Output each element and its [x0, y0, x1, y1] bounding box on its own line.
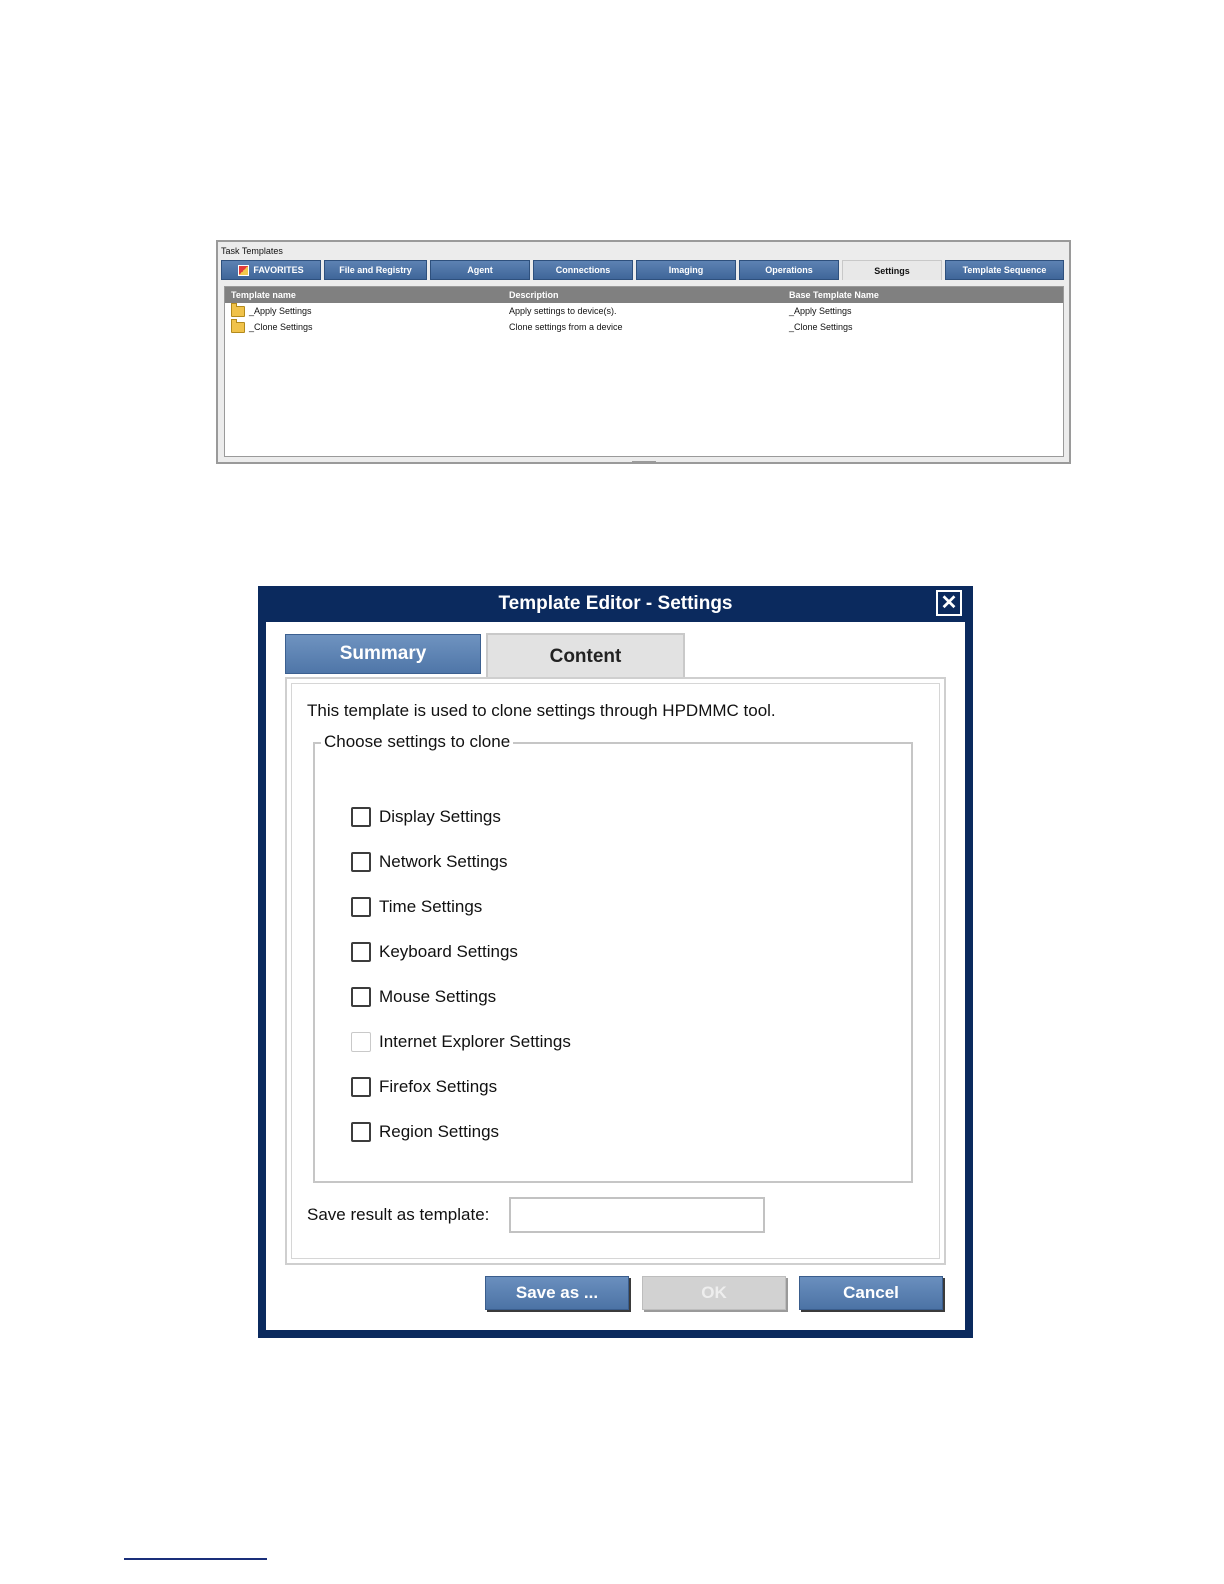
close-icon[interactable]: ✕ [936, 590, 962, 616]
save-template-input[interactable] [509, 1197, 765, 1233]
template-description-text: This template is used to clone settings through HPDMMC tool. [307, 701, 776, 720]
option-internet-explorer-settings [351, 1019, 571, 1064]
option-mouse-settings[interactable] [351, 974, 571, 1019]
tab-label: Template Sequence [962, 265, 1047, 275]
tab-connections[interactable] [533, 260, 633, 280]
tab-content[interactable]: Content [486, 633, 685, 679]
favorites-icon [238, 265, 249, 276]
template-name: _Clone Settings [249, 322, 313, 332]
task-templates-caption: Task Templates [221, 246, 283, 256]
template-folder-icon [231, 322, 245, 333]
tab-label: Operations [765, 265, 813, 275]
checkbox[interactable] [351, 1077, 371, 1097]
checkbox-label: Display Settings [379, 806, 501, 826]
column-header-template-name[interactable]: Template name [231, 290, 296, 300]
resize-grip[interactable] [632, 461, 656, 464]
settings-group-label: Choose settings to clone [321, 732, 513, 752]
table-row[interactable] [225, 319, 1063, 335]
template-description: Clone settings from a device [509, 322, 623, 332]
content-panel [285, 677, 946, 1265]
checkbox-label: Region Settings [379, 1121, 500, 1141]
option-keyboard-settings[interactable] [351, 929, 571, 974]
template-folder-icon [231, 306, 245, 317]
dialog-title: Template Editor - Settings [498, 593, 733, 614]
tab-label: File and Registry [339, 265, 412, 275]
table-row[interactable] [225, 303, 1063, 319]
tab-template-sequence[interactable] [945, 260, 1064, 280]
checkbox[interactable] [351, 942, 371, 962]
footnote-divider [124, 1558, 267, 1560]
template-editor-dialog [258, 586, 973, 1338]
templates-table [224, 286, 1064, 457]
option-region-settings[interactable] [351, 1109, 571, 1154]
option-firefox-settings[interactable] [351, 1064, 571, 1109]
checkbox-label: Time Settings [379, 896, 483, 916]
tab-label: Agent [467, 265, 493, 275]
save-template-row [307, 1197, 765, 1233]
checkbox[interactable] [351, 1122, 371, 1142]
save-template-label: Save result as template: [307, 1205, 490, 1224]
dialog-body [266, 622, 965, 1330]
tab-file-and-registry[interactable] [324, 260, 427, 280]
option-time-settings[interactable] [351, 884, 571, 929]
settings-checkbox-list [351, 794, 571, 1154]
tab-settings[interactable] [842, 260, 942, 280]
base-template-name: _Apply Settings [789, 306, 852, 316]
cancel-button[interactable]: Cancel [799, 1276, 943, 1310]
tab-favorites[interactable] [221, 260, 321, 280]
checkbox[interactable] [351, 852, 371, 872]
task-templates-panel [216, 240, 1071, 464]
column-header-description[interactable]: Description [509, 290, 559, 300]
tab-operations[interactable] [739, 260, 839, 280]
checkbox[interactable] [351, 897, 371, 917]
table-header [225, 287, 1063, 303]
save-as-button[interactable]: Save as ... [485, 1276, 629, 1310]
checkbox[interactable] [351, 807, 371, 827]
checkbox-disabled [351, 1032, 371, 1052]
column-header-base-template-name[interactable]: Base Template Name [789, 290, 879, 300]
task-templates-tabs [221, 260, 1067, 280]
checkbox-label: Keyboard Settings [379, 941, 518, 961]
template-description: Apply settings to device(s). [509, 306, 617, 316]
checkbox-label: Network Settings [379, 851, 508, 871]
option-display-settings[interactable] [351, 794, 571, 839]
base-template-name: _Clone Settings [789, 322, 853, 332]
tab-label: Settings [874, 265, 910, 276]
ok-button: OK [642, 1276, 786, 1310]
tab-imaging[interactable] [636, 260, 736, 280]
tab-label: Connections [555, 265, 611, 275]
tab-label: Imaging [668, 265, 704, 275]
checkbox-label: Internet Explorer Settings [379, 1031, 571, 1051]
checkbox-label: Firefox Settings [379, 1076, 498, 1096]
tab-label: FAVORITES [253, 265, 304, 275]
settings-group [313, 732, 913, 1183]
checkbox[interactable] [351, 987, 371, 1007]
tab-agent[interactable] [430, 260, 530, 280]
checkbox-label: Mouse Settings [379, 986, 497, 1006]
option-network-settings[interactable] [351, 839, 571, 884]
template-name: _Apply Settings [249, 306, 312, 316]
tab-summary[interactable]: Summary [285, 634, 481, 674]
